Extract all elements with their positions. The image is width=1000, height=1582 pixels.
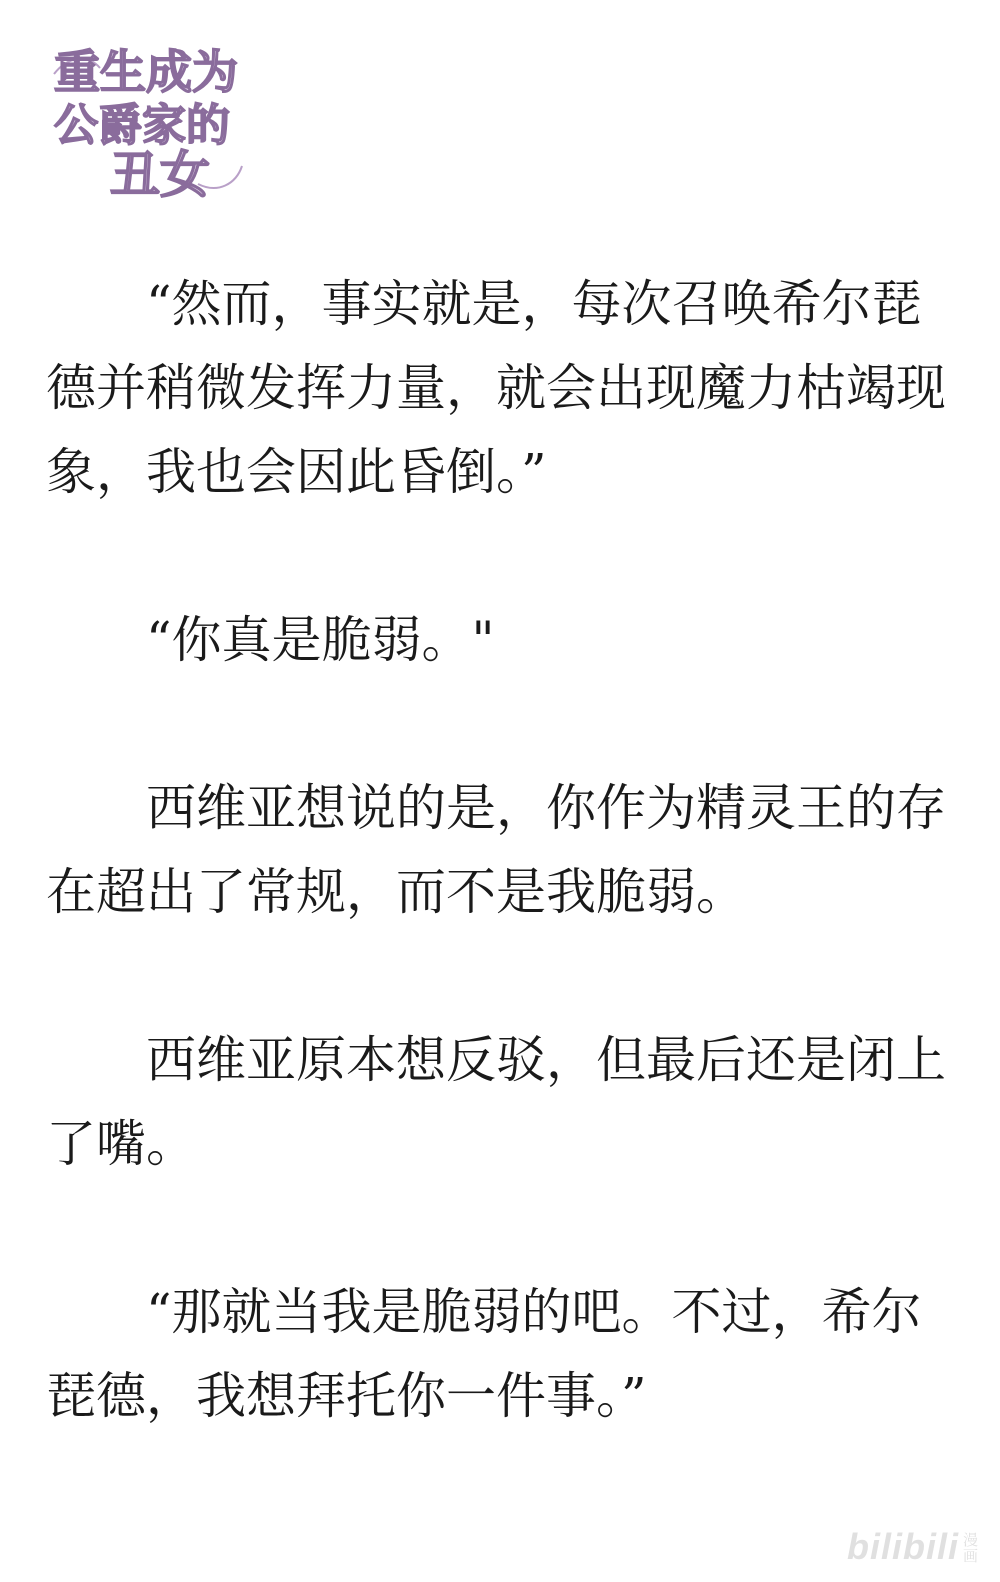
paragraph-4: 西维亚原本想反驳，但最后还是闭上了嘴。: [46, 1031, 946, 1173]
logo-line-3: 丑女: [110, 145, 210, 204]
title-logo-artwork: [48, 34, 248, 206]
watermark-subtitle: [963, 1532, 978, 1564]
watermark-sub-2: 画: [962, 1547, 978, 1565]
story-text: [46, 262, 956, 1438]
bilibili-watermark: [847, 1526, 978, 1568]
watermark-sub-1: 漫: [962, 1531, 978, 1549]
logo-line-1: 重生成为: [54, 45, 238, 99]
logo-line-2: 公爵家的: [54, 100, 230, 151]
paragraph-3: 西维亚想说的是，你作为精灵王的存在超出了常规，而不是我脆弱。: [46, 779, 946, 921]
paragraph-1: “然而，事实就是，每次召唤希尔琵德并稍微发挥力量，就会出现魔力枯竭现象，我也会因此昏倒。”: [46, 275, 946, 501]
paragraph-2: “你真是脆弱。": [146, 611, 495, 669]
paragraph-5: “那就当我是脆弱的吧。不过，希尔琵德，我想拜托你一件事。”: [46, 1283, 922, 1425]
watermark-brand: bilibili: [846, 1526, 959, 1567]
comic-title-logo: [48, 34, 248, 206]
